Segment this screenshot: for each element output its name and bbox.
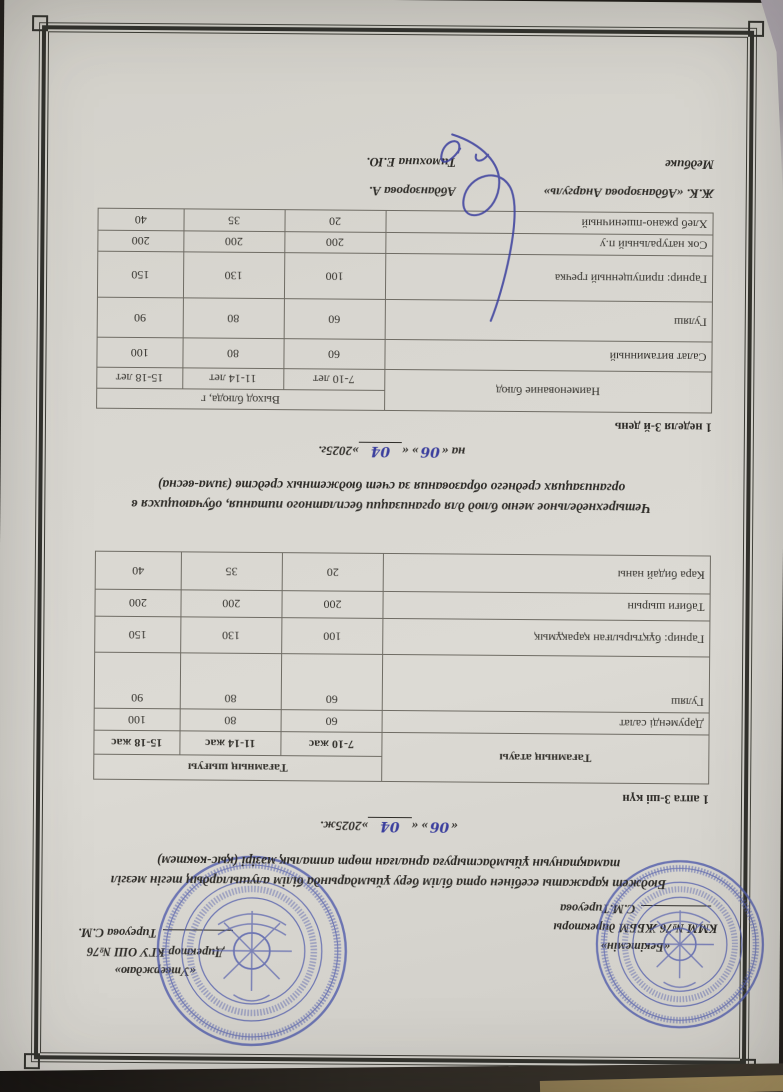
quote: » <box>352 443 359 459</box>
russian-menu-title <box>47 473 735 519</box>
kk-header-row-1 <box>94 754 709 784</box>
handwritten-month: 04 <box>359 442 403 459</box>
kk-age-3: 15-18 жас <box>94 730 180 755</box>
ru-header-row-1 <box>97 388 712 413</box>
dish-value: 100 <box>284 253 385 300</box>
director-name-ru: Тиреуова С.М. <box>78 926 157 941</box>
dish-value: 80 <box>180 709 281 732</box>
dish-value: 130 <box>183 252 284 299</box>
dish-name: Гуляш <box>385 299 713 342</box>
dish-value: 150 <box>95 616 181 653</box>
dish-name: Дәруменді салат <box>382 710 709 735</box>
kk-age-1: 7-10 жас <box>281 732 382 757</box>
dish-value: 60 <box>283 339 384 370</box>
director-name-kk: С.М.Тиреуова <box>559 901 636 917</box>
frame-corner-ornament <box>24 1053 40 1069</box>
dish-value: 130 <box>180 617 281 654</box>
table-row <box>95 589 710 621</box>
kk-age-2: 11-14 жас <box>180 731 281 756</box>
quote: » « <box>411 819 428 835</box>
ru-col-dish: Наименование блюд <box>384 369 712 413</box>
dish-value: 35 <box>181 552 282 591</box>
dish-value: 20 <box>284 210 385 233</box>
ru-year: 2025г. <box>318 443 353 459</box>
dish-value: 100 <box>282 618 383 655</box>
dish-value: 40 <box>95 551 181 590</box>
kazakh-menu-title <box>44 849 732 895</box>
dish-value: 90 <box>97 297 183 338</box>
table-row <box>97 297 712 342</box>
dish-name: Гарнир: бұқтырылған қарақұмық <box>383 618 710 657</box>
table-row <box>97 337 712 372</box>
kk-title-line2: тамақтануын ұйымдастыруға арналған төрт апталық мәзірі (қыс-көктем) <box>156 852 621 872</box>
dish-value: 100 <box>97 337 183 368</box>
dish-value: 80 <box>180 653 282 710</box>
dish-value: 200 <box>183 231 284 253</box>
ru-age-2: 11-14 лет <box>182 368 283 390</box>
table-row <box>95 616 710 657</box>
dish-value: 60 <box>284 299 385 340</box>
frame-corner-ornament <box>32 15 48 31</box>
dish-value: 200 <box>181 590 282 618</box>
ru-age-1: 7-10 лет <box>283 369 384 391</box>
handwritten-day: 06 <box>429 818 450 835</box>
ru-title-line1: Четырехнедельное меню блюд для организации бесплатного питания, обучающихся в <box>131 496 652 517</box>
approve-word-ru: «Утверждаю» <box>114 963 196 979</box>
dish-name: Салат витаминный <box>384 339 712 372</box>
kk-col-output: Тағамның шығуы <box>94 754 382 781</box>
handwritten-signature-scribble <box>437 125 549 331</box>
handwritten-day: 06 <box>420 443 440 460</box>
quote: » <box>361 818 369 834</box>
dish-value: 200 <box>98 230 184 252</box>
kk-title-line1: Бюджет қаражаты есебінен орта білім беру ұйымдарында білім алушылардың тегін мезгіл <box>110 872 667 893</box>
dish-value: 20 <box>282 553 383 592</box>
dish-value: 90 <box>94 652 180 709</box>
dish-value: 60 <box>281 654 383 711</box>
ru-title-line2: организациях среднего образования за счет бюджетных средств (зима-весна) <box>157 476 626 496</box>
kk-week-day-label: 1 апта 3-ші күн <box>622 791 710 807</box>
dish-value: 35 <box>184 209 285 232</box>
dish-name: Гуляш <box>382 654 709 713</box>
ru-date-prefix: на <box>451 444 466 460</box>
dish-name: Табиғи шырын <box>383 591 710 621</box>
dish-name: Хлеб ржано-пшеничный <box>385 210 713 235</box>
ru-col-output: Выход блюда, г <box>97 388 385 410</box>
handwritten-month: 04 <box>368 817 412 834</box>
director-title-kk: КММ №76 ЖББМ директоры <box>553 920 718 936</box>
frame-corner-ornament <box>748 21 764 37</box>
quote: » « <box>402 444 419 460</box>
table-row <box>97 251 712 302</box>
nurse-name: Тимохина Е.Ю. <box>366 154 457 171</box>
dish-value: 200 <box>282 591 383 619</box>
entrepreneur-label: Ж.К. «Абданзорова Анаргуль» <box>543 185 714 202</box>
quote: « <box>441 444 449 460</box>
russian-menu-table <box>96 208 714 414</box>
dish-value: 60 <box>281 710 382 733</box>
dish-name: Сок натуральный п.у <box>385 232 713 256</box>
ru-week-day-label: 1 неделя 3-й день <box>614 419 712 435</box>
dish-name: Кара бидай наны <box>383 553 710 594</box>
kk-col-dish: Тағамның атауы <box>382 732 709 784</box>
dish-name: Гарнир: припущенный гречка <box>385 253 713 302</box>
director-title-ru: Директор КГУ ОШ №76 <box>86 944 224 960</box>
kazakh-menu-table <box>93 551 711 785</box>
table-row <box>95 551 710 594</box>
kk-year: 2025ж. <box>319 818 362 834</box>
dish-value: 80 <box>182 338 283 369</box>
dish-value: 200 <box>284 232 385 254</box>
dish-value: 40 <box>98 208 184 231</box>
dish-value: 80 <box>183 298 284 339</box>
dish-value: 100 <box>94 708 180 731</box>
entrepreneur-name: Абданзорова А. <box>368 183 456 200</box>
approve-word-kk: «Бекітемін» <box>600 939 671 955</box>
table-row <box>94 652 709 713</box>
quote: « <box>451 819 458 835</box>
ru-age-3: 15-18 лет <box>97 367 183 389</box>
dish-value: 200 <box>95 589 181 617</box>
dish-value: 150 <box>97 251 183 298</box>
nurse-label: Медбике <box>664 157 715 173</box>
